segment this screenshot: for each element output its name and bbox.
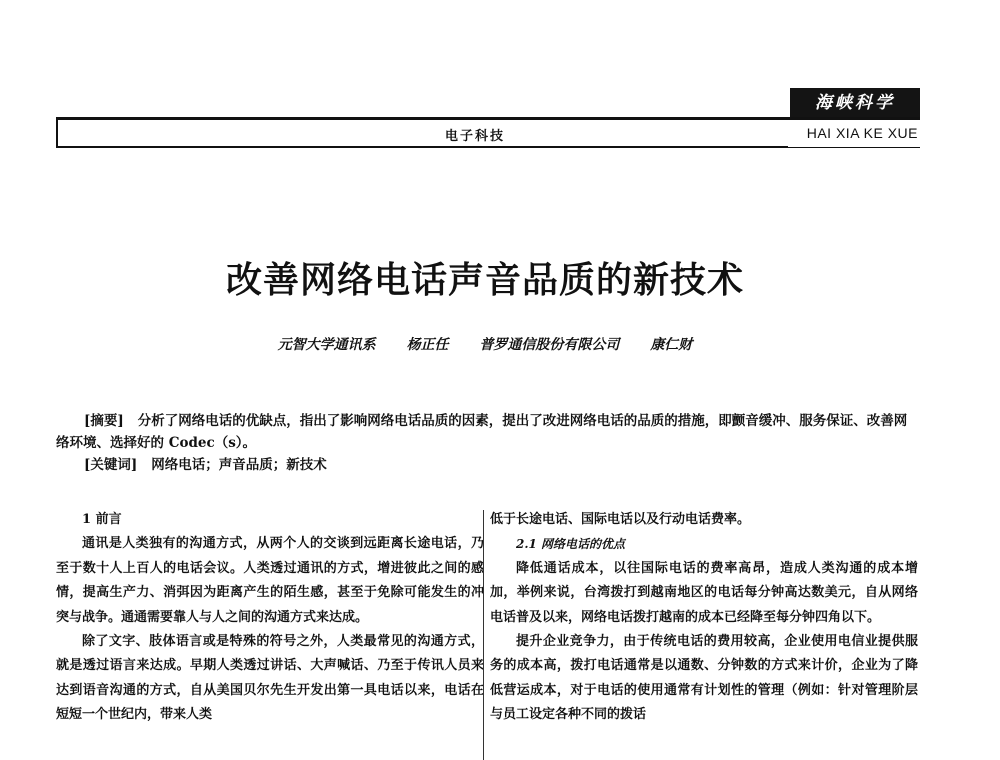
abstract-paragraph <box>56 410 918 454</box>
body-paragraph-continued: 低于长途电话、国际电话以及行动电话费率。 <box>490 512 751 527</box>
author-name-2: 康仁财 <box>650 337 693 353</box>
keywords-text: 网络电话；声音品质；新技术 <box>151 457 327 473</box>
author-affiliation-2: 普罗通信股份有限公司 <box>479 337 620 353</box>
author-affiliation-1: 元智大学通讯系 <box>277 337 376 353</box>
header-journal-pinyin: HAI XIA KE XUE <box>806 125 918 141</box>
body-paragraph: 除了文字、肢体语言或是特殊的符号之外，人类最常见的沟通方式，就是透过语言来达成。早期人类透过讲话、大声喊话、乃至于传讯人员来达到语音沟通的方式，自从美国贝尔先生开发出第一具电话以来，电话在短短一个世纪内，带来人类 <box>56 634 484 723</box>
subsection-heading: 2.1 网络电话的优点 <box>516 537 626 552</box>
abstract-block <box>56 410 918 476</box>
journal-name-badge: 海峡科学 <box>790 88 920 118</box>
body-paragraph: 提升企业竞争力，由于传统电话的费用较高，企业使用电信业提供服务的成本高，拨打电话通常是以通数、分钟数的方式来计价，企业为了降低营运成本，对于电话的使用通常有计划性的管理（例如：针对管理阶层与员工设定各种不同的拨话 <box>490 634 918 723</box>
body-paragraph: 通讯是人类独有的沟通方式，从两个人的交谈到远距离长途电话，乃至于数十人上百人的电话会议。人类透过通讯的方式，增进彼此之间的感情，提高生产力、消弭因为距离产生的陌生感，甚至于免除可能发生的冲突与战争。通通需要靠人与人之间的沟通方式来达成。 <box>56 536 484 625</box>
body-paragraph: 降低通话成本，以往国际电话的费率高昂，造成人类沟通的成本增加，举例来说，台湾拨打到越南地区的电话每分钟高达数美元，自从网络电话普及以来，网络电话拨打越南的成本已经降至每分钟四角以下。 <box>490 560 918 625</box>
header-rule-bottom <box>56 147 920 148</box>
body-column-left <box>56 508 484 728</box>
author-name-1: 杨正任 <box>406 337 449 353</box>
abstract-text: 分析了网络电话的优缺点，指出了影响网络电话品质的因素，提出了改进网络电话的品质的措施，即颤音缓冲、服务保证、改善网络环境、选择好的 Codec（s）。 <box>56 413 908 451</box>
header-section-label: 电子科技 <box>445 129 506 144</box>
keywords-label: [关键词] <box>84 457 138 473</box>
body-column-right <box>490 508 918 728</box>
column-divider <box>483 510 484 760</box>
author-line <box>0 334 970 354</box>
header-frame <box>56 120 788 148</box>
page-title: 改善网络电话声音品质的新技术 <box>225 259 744 302</box>
keywords-paragraph <box>56 454 918 476</box>
abstract-label: [摘要] <box>84 413 124 429</box>
section-heading: 1 前言 <box>82 512 122 527</box>
